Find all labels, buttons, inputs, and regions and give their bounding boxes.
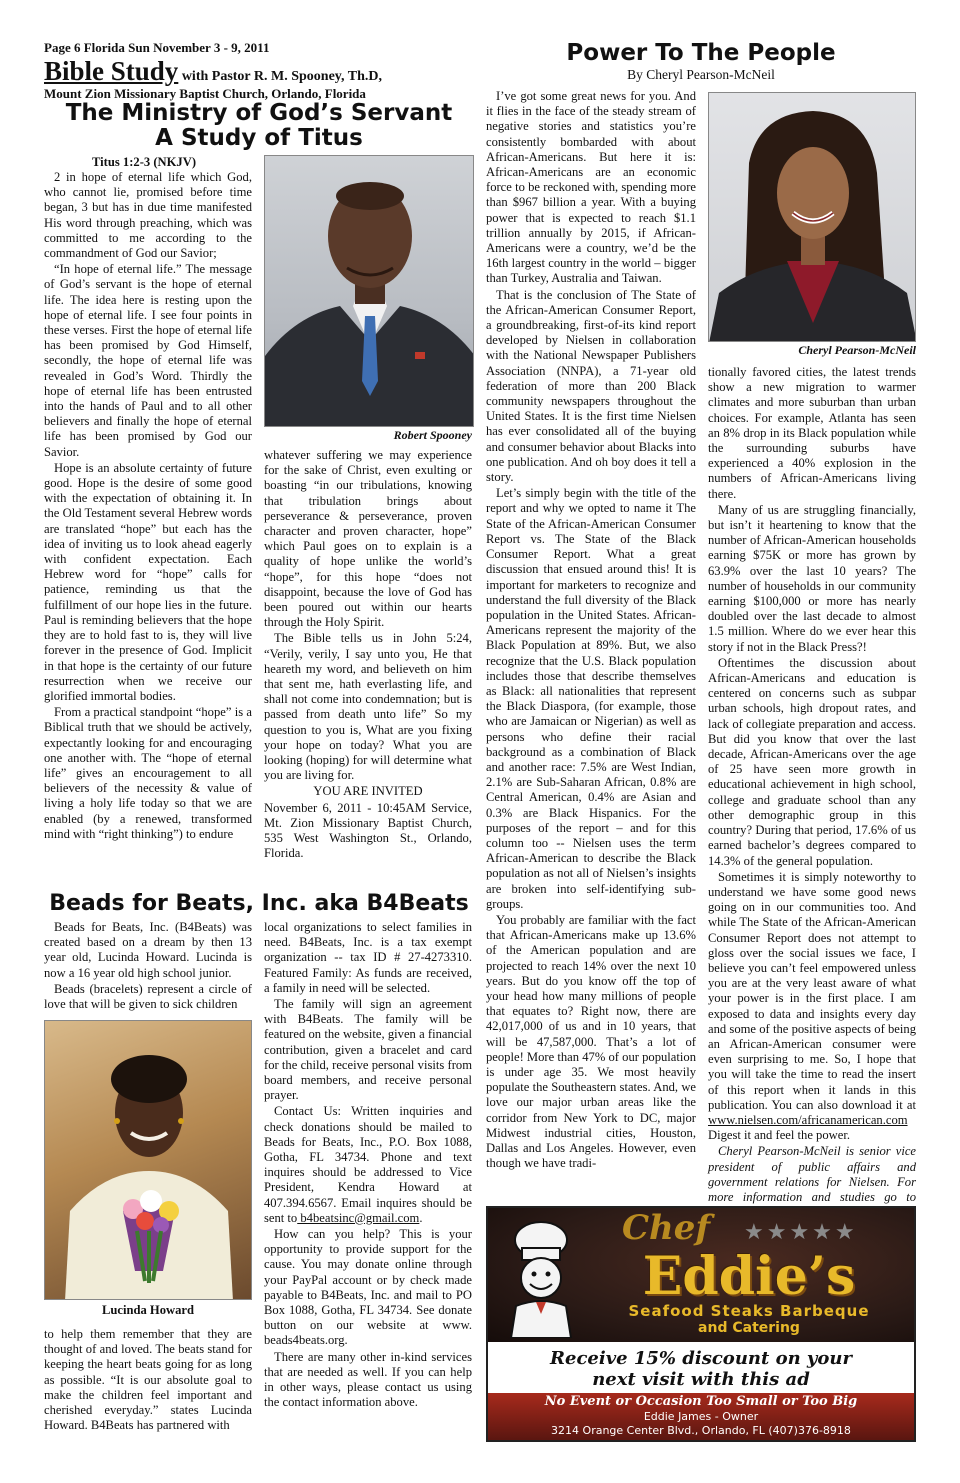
- ministry-paragraph: Hope is an absolute certainty of future good. Hope is the desire of some good with the expectation of obtaining it. In the Old Testament several Hebrew words are translated “hope” but each has the idea of inviting us to look ahead eagerly with confident expectation. Each Hebrew word for “hope” calls for patience, reminding us that the fulfillment of our hope lies in the future. Paul is reminding believers that the hope they are to hold fast to is, they will live forever in the presence of God. Implicit in that hope is the certainty of our future resurrection when we receive our glorified immortal bodies.: [44, 460, 252, 703]
- ministry-paragraph: “In hope of eternal life.” The message of God’s servant is the hope of eternal life. The idea here is resting upon the hope of eternal life. I see four points in these verses. First the hope of eternal life has been promised by God Himself, secondly, the hope of eternal life was revealed in God’s Word. Thirdly the hope of eternal life has been entrusted into the hands of Paul and to all other believers and finally the hope of eternal life has been promised by God our Savior.: [44, 262, 252, 459]
- beads-paragraph: Beads (bracelets) represent a circle of love that will be given to sick children: [44, 981, 252, 1012]
- cheryl-portrait-icon: [709, 93, 916, 342]
- power-paragraph: You probably are familiar with the fact that African-Americans make up 13.6% of the American population and are projected to reach 14% over the next 10 years. But do you know off the top of your head how many millions of people that equates to? Right now, there are 42,017,000 of us and in 10 years, that will be 47,587,000. That’s a lot of people! More than 47% of our population is under age 35. We most heavily populate the Southeastern states. And, we love our major urban areas like the corridor from New York to DC, major Midwest industrial cities, Houston, Dallas and Los Angeles. However, even though we have tradi-: [486, 912, 696, 1171]
- ad-chef-script: Chef: [622, 1208, 711, 1248]
- cheryl-photo-caption: Cheryl Pearson-McNeil: [798, 343, 916, 357]
- power-digest-text: Digest it and feel the power.: [708, 1128, 850, 1143]
- ad-owner: Eddie James - Owner: [643, 1410, 759, 1423]
- invitation-details: November 6, 2011 - 10:45AM Service, Mt. Zion Missionary Baptist Church, 535 West Washington St., Orlando, Florida.: [264, 800, 472, 861]
- ad-offer-line2: next visit with this ad: [592, 1369, 810, 1390]
- ministry-title-line1: The Ministry of God’s Servant: [65, 100, 453, 126]
- bible-study-header: [44, 56, 382, 87]
- beads-paragraph: to help them remember that they are thought of and loved. The beats stand for keeping the heart beats going for as long as possible. “It is our absolute goal to make the children feel important and cherished everyday.” states Lucinda Howard. B4Beats has partnered with: [44, 1327, 252, 1433]
- beads-paragraph: How can you help? This is your opportunity to provide support for the cause. You may donate online through your PayPal account or by check made payable to B4Beats, Inc. and mail to PO Box 1088, Gotha, FL 34734. See donate button on our website at www. beads4beats.org.: [264, 1227, 472, 1348]
- power-column-1: [486, 89, 696, 1172]
- beads-paragraph: Beads for Beats, Inc. (B4Beats) was created based on a dream by then 13 year old, Lucinda Howard. Lucinda is now a 16 year old high school junior.: [44, 920, 252, 980]
- beads-paragraph: The family will sign an agreement with B4Beats. The family will be featured on the website, given a financial contribution, given a bracelet and card for the child, receive personal visits from board members, and receive personal prayer.: [264, 997, 472, 1103]
- ad-offer: [488, 1348, 914, 1390]
- nielsen-africanamerican-link[interactable]: www.nielsen.com/africanamerican.com: [708, 1112, 908, 1127]
- power-paragraph: Let’s simply begin with the title of the report and why we opted to name it The State of the African-American Consumer Report vs. The State of the Black Consumer Report. What a great discussion that ensued around this! It is important for marketers to recognize and understand the full diversity of the Black population in the United States. African-Americans represent the majority of the Black Population at 89%. But, we also recognize that the U.S. Black population includes those that describe themselves as Black: all nationalities that represent the Black Diaspora, (for example, those who are Jamaican or Nigerian) as well as persons who define their racial background as a combination of Black and another race: 7.5% are West Indian, 2.1% are Sub-Saharan African, 0.8% are Central American, 0.4% are Asian and 0.3% are Black Hispanics. For the purposes of the report – and for this column too -- Nielsen uses the term African-American to describe the Black population as not all of Nielsen’s insights are broken into self-identifying sub-groups.: [486, 486, 696, 911]
- spooney-photo-caption: Robert Spooney: [393, 428, 472, 442]
- beads-paragraph: There are many other in-kind services that are needed as well. If you can help in other ways, please contact us using the contact information above.: [264, 1349, 472, 1410]
- ministry-column-1: [44, 170, 252, 843]
- beads-contact-paragraph: [264, 1104, 472, 1226]
- beads-column-2: [264, 920, 472, 1412]
- ad-address: 3214 Orange Center Blvd., Orlando, FL (407)376-8918: [551, 1424, 851, 1437]
- beads-paragraph: local organizations to select families in need. B4Beats, Inc. is a tax exempt organization -- tax ID # 27-4273310. Featured Family: As funds are received, a family in need will be selected.: [264, 920, 472, 995]
- chef-mascot-icon: [496, 1218, 586, 1338]
- bible-study-title: Bible Study: [44, 56, 179, 86]
- beads-title: Beads for Beats, Inc. aka B4Beats: [49, 891, 469, 916]
- ad-offer-line1: Receive 15% discount on your: [550, 1348, 852, 1369]
- ad-tagline-1: Seafood Steaks Barbeque: [628, 1302, 870, 1320]
- page-line: Page 6 Florida Sun November 3 - 9, 2011: [44, 40, 270, 55]
- power-paragraph: I’ve got some great news for you. And it flies in the face of the steady stream of negative stories and statistics you’re consistently bombarded with about African-Americans. But here it is: African-Americans are an economic force to be reckoned with, spending more than $967 billion a year. With a buying power that is expected to reach $1.1 trillion annually by 2015, if African-Americans were a country, we’d be the 16th largest country in the world – bigger than Turkey, Australia and Taiwan.: [486, 89, 696, 286]
- power-byline: By Cheryl Pearson-McNeil: [627, 67, 775, 82]
- lucinda-photo: [44, 1020, 252, 1300]
- ministry-title-line2: A Study of Titus: [155, 125, 363, 151]
- ad-eddies-name: Eddie’s: [642, 1246, 856, 1307]
- ministry-paragraph: The Bible tells us in John 5:24, “Verily, verily, I say unto you, He that heareth my word, and believeth on him that sent me, hath everlasting life, and shall not come into condemnation; but is passed from death unto life” So my question to you is, What are you fixing your hope on today? What you are looking (hoping) for will determine what you are living for.: [264, 631, 472, 783]
- invitation-heading: YOU ARE INVITED: [313, 784, 423, 799]
- beads-contact-text: Contact Us: Written inquiries and check donations should be mailed to Beads for Beats, Inc., P.O. Box 1088, Gotha, FL 34734. Phone and text inquires should be addressed to Vice President, Kendra Howard at 407.394.6567. Email inquires should be sent to: [264, 1104, 472, 1225]
- spooney-photo: [264, 155, 474, 427]
- power-paragraph: Oftentimes the discussion about African-Americans and education is centered on concerns such as subpar urban schools, high dropout rates, and lack of collegiate preparation and access. But did you know that over the last decade, African-Americans over the age of 25 have seen more growth in educational achievement in high school, college and graduate school than any other demographic group in this country? During that period, 17.6% of us earned bachelor’s degrees compared to 14.3% of the general population.: [708, 655, 916, 868]
- verse-reference: Titus 1:2-3 (NKJV): [92, 155, 197, 169]
- church-line: Mount Zion Missionary Baptist Church, Orlando, Florida: [44, 86, 366, 101]
- ad-slogan: No Event or Occasion Too Small or Too Big: [544, 1394, 858, 1409]
- ministry-column-2: [264, 448, 472, 862]
- lucinda-portrait-icon: [45, 1021, 252, 1300]
- beads-email-link[interactable]: b4beatsinc@gmail.com: [297, 1210, 420, 1225]
- cheryl-photo: [708, 92, 916, 342]
- ministry-title: [44, 101, 474, 151]
- pastor-line: with Pastor R. M. Spooney, Th.D,: [178, 69, 382, 84]
- spooney-portrait-icon: [265, 156, 474, 427]
- ministry-paragraph: whatever suffering we may experience for the sake of Christ, even exulting or boasting “in our tribulations, knowing that tribulation brings about perseverance & perseverance, proven character and proven character, hope” which Paul goes on to explain is a quality of hope unlike the world’s “hope”, for this hope “does not disappoint, because the love of God has been poured out within our hearts through the Holy Spirit.: [264, 448, 472, 630]
- power-title: Power To The People: [566, 40, 836, 66]
- power-download-text: Sometimes it is simply noteworthy to understand we have some good news going on in our communities too. And while The State of the African-American Consumer Report does not attempt to gloss over the social issues we face, I believe you can’t feel empowered unless you are at the very least aware of what your power is in the first place. I am exposed to data and insights every day and some of the positive aspects of being an African-American consumer were even surprising to me. So, I hope that you will take the time to read the insert of this report when it lands in this publication. You can also download it at: [708, 869, 916, 1112]
- ad-stars: ★★★★★: [744, 1220, 858, 1245]
- power-download-paragraph: [708, 870, 916, 1144]
- ad-tagline-2: and Catering: [698, 1320, 800, 1336]
- power-paragraph: tionally favored cities, the latest trends show a new migration to warmer climates and more suburban than urban choices. For example, Atlanta has seen an 8% drop in its Black population while the surrounding suburbs have experienced a 40% explosion in the numbers of African-Americans living there.: [708, 365, 916, 501]
- ministry-paragraph: From a practical standpoint “hope” is a Biblical truth that we should be actively, expectantly looking for and encouraging one another with. The “hope of eternal life” gives an encouragement to all believers of the necessity & value of living a holy life today so that we are enabled (by a renewed, transformed mind with “right thinking”) to endure: [44, 705, 252, 841]
- power-column-2: [708, 365, 916, 1221]
- power-paragraph: That is the conclusion of The State of the African-American Consumer Report, a groundbreaking, first-of-its kind report developed by Nielsen in collaboration with the National Newspaper Publishers Association (NNPA), a 71-year old federation of more than 200 Black community newspapers throughout the United States. It is the first time Nielsen has ever consolidated all of the buying and consumer behavior about Blacks into one publication. And oh boy does it tell a story.: [486, 287, 696, 485]
- power-paragraph: Many of us are struggling financially, but isn’t it heartening to know that the number of African-American households earning $75K or more has grown by 63.9% over the last 10 years? The number of households in our community earning $100,000 or more has nearly doubled over the last decade to almost 1.5 million. Where do we ever hear this story if not in the Black Press?!: [708, 502, 916, 654]
- chef-eddies-ad: [486, 1206, 916, 1442]
- beads-column-1-top: [44, 920, 252, 1013]
- power-bio-text: Cheryl Pearson-McNeil is senior vice president of public affairs and government relations for Nielsen. For more information and studies go to: [708, 1144, 916, 1204]
- ministry-paragraph: 2 in hope of eternal life which God, who cannot lie, promised before time began, 3 but has in due time manifested His word through preaching, which was committed to me according to the commandment of God our Savior;: [44, 170, 252, 261]
- beads-contact-end: .: [419, 1210, 423, 1225]
- lucinda-photo-caption: Lucinda Howard: [101, 1303, 195, 1317]
- beads-column-1-bottom: [44, 1327, 252, 1434]
